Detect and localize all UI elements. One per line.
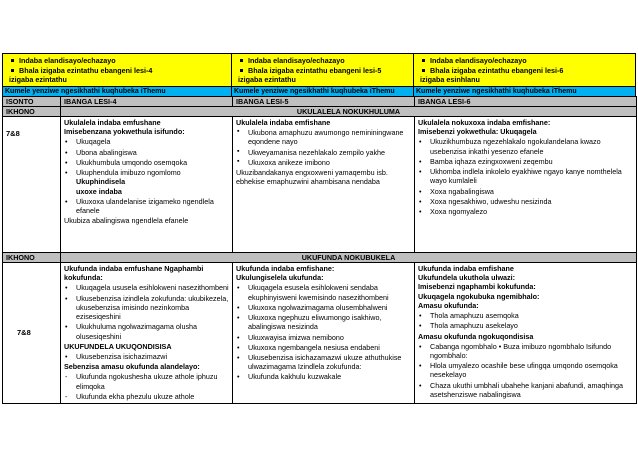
list-item: • Thola amaphuzu asemqoka [418,311,633,320]
week-label: 7&8 [6,129,20,138]
cell-title: Ukulalela nokuxoxa indaba emfishane: [418,118,551,127]
list-item: • Ukukhuluma ngolwazimagama olusha olusesiqeshini [64,322,229,340]
list-item: • Ukufunda kakhulu kuzwakale [236,372,411,381]
list-item: • Ukuphendula imibuzo ngomlomo Ukuphindisela uxoxe indaba [64,168,229,196]
bullet-square-icon [11,59,14,62]
reading-sub: izigaba ezintathu [9,75,67,85]
section-title: UKUFUNDA NOKUBUKELA [61,253,637,263]
list-item: • Xoxa ngomyalezo [418,207,633,216]
cell-grade4-listening [61,117,233,253]
topic-label: Indaba elandisayo/echazayo [248,56,345,65]
list-item: • Ukuqagela ususela esihlokweni nasezithombeni [64,283,229,292]
list-item: • Hlola umyalezo ocashile bese ufingqa umqondo osemqoka nesekelayo [418,361,633,379]
header-band [2,53,636,96]
list-item: • Xoxa ngesakhiwo, udweshu nesizinda [418,197,633,206]
cell-lead: Sebenzisa amasu okufunda alandelayo: [64,362,200,372]
list-item: ▪ Ukubona amaphuzu awumongo nemininingwane eqondene nayo [236,128,411,146]
cell-grade5-reading [233,263,415,404]
skills-strip: Kumele yenziwe ngesikhathi kuqhubeka iThemu [232,86,413,96]
section-label: IKHONO [3,253,61,263]
cell-lead: Imisebenzi yokwethula: Ukuqagela [418,127,537,137]
skills-strip: Kumele yenziwe ngesikhathi kuqhubeka iThemu [414,86,635,96]
cell-heading: UKUFUNDELA UKUQONDISISA [64,341,172,351]
list-item: • Ukuzikhumbuza ngezehlakalo ngokulandelana kwazo usebenzisa inkathi yesenzo efanele [418,137,633,155]
list-item: - Ukufunda ngokushesha ukuze athole iphuzu elimqoka [64,372,229,390]
section-row-listening [3,107,637,117]
reading-label: Bhala izigaba ezintathu ebangeni lesi-6 [430,65,564,75]
header-col-grade5 [232,53,414,96]
cell-lead: Imisebenzi ngaphambi kokufunda: [418,282,536,292]
bullet-square-icon [240,59,243,62]
content-row-reading [3,263,637,404]
list-item: ▪ Ukuxoxa anikeze imibono [236,158,411,167]
list-item: • Ukuxoxa ulandelanise izigameko ngendlela efanele [64,197,229,215]
list-item: • Ukhomba indlela inkolelo eyakhiwe ngayo kanye nomthelela wayo kumlaleli [418,167,633,185]
bullet-square-icon [240,69,243,72]
list-item: • Ukuqagela esusela esihlokweni sendaba ekuphinyisweni kwemisindo nasezithombeni [236,283,411,301]
topic-label: Indaba elandisayo/echazayo [430,56,527,65]
list-item: ▪ Ukweyamanisa nezehlakalo zempilo yakhe [236,148,411,157]
list-item: • Ukuxoxa ngolwazimagama olusembhalweni [236,303,411,312]
reading-sub: izigaba esinhlanu [420,75,480,85]
bullet-square-icon [11,69,14,72]
cell-lead: Ukulungiselela ukufunda: [236,273,324,283]
cell-footer: Ukubiza abalingiswa ngendlela efanele [64,216,189,226]
cell-grade4-reading [61,263,233,404]
content-row-listening [3,117,637,253]
cell-title: Ukufundela ukuthola ulwazi: [418,273,516,283]
cell-lead: Imisebenzana yokwethula isifundo: [64,127,185,137]
list-item: • Ukuxoxa ngembangela nesiusa endabeni [236,343,411,352]
list-item: • Chaza ukuthi umbhali ubahehe kanjani abafundi, amaqhinga asetshenziswe nabalingiswa [418,381,633,399]
list-item: • Ukuqagela [64,137,229,146]
week-label: 7&8 [17,328,31,338]
list-item: • Ukusebenzisa isichazimazwi [64,352,229,361]
list-item: • Ukusebenzisa isichazamazwi ukuze athuthukise ulwazimagama Izindlela zokufunda: [236,353,411,371]
reading-sub: izigaba ezintathu [238,75,296,85]
col-header-week: ISONTO [3,97,61,107]
section-title: UKULALELA NOKUKHULUMA [61,107,637,117]
bullet-square-icon [422,69,425,72]
curriculum-table [2,96,637,404]
list-item: • Ukuxoxa ngephuzu eliwumongo isakhiwo, abalingiswa nesizinda [236,313,411,331]
cell-title: Ukulalela indaba emfishane [236,118,331,127]
cell-grade6-listening [415,117,637,253]
list-item: • Ukuxwayisa imizwa nemibono [236,333,411,342]
column-header-row [3,97,637,107]
cell-lead: Ukuqagela ngokubuka ngemibhalo: [418,291,540,301]
bold-tail: Ukuphindisela [76,177,126,187]
list-item: • Thola amaphuzu asekelayo [418,321,633,330]
list-item: • Ukukhumbula umqondo osemqoka [64,158,229,167]
list-item: • Cabanga ngombhalo • Buza imibuzo ngombhalo Isifundo ngombhalo: [418,342,633,360]
section-label: IKHONO [3,107,61,117]
list-item: - Ukufunda ekha phezulu ukuze athole [64,392,229,401]
cell-title: Ukufunda indaba emfushane Ngaphambi kokufunda: [64,264,204,283]
list-item: • Ubona abalingiswa [64,148,229,157]
col-header-grade6: IBANGA LESI-6 [415,97,637,107]
cell-title: Ukulalela indaba emfushane [64,118,161,127]
header-col-grade6 [414,53,636,96]
header-col-grade4 [2,53,232,96]
col-header-grade4: IBANGA LESI-4 [61,97,233,107]
bullet-square-icon [422,59,425,62]
skills-strip: Kumele yenziwe ngesikhathi kuqhubeka iThemu [3,86,231,96]
list-item: • Ukusebenzisa izindlela zokufunda: ukubikezela, ukusebenzisa imisindo nezinkomba ezisesiqeshini [64,294,229,322]
reading-label: Bhala izigaba ezintathu ebangeni lesi-5 [248,65,382,75]
cell-title: Ukufunda indaba emfishane [418,264,514,273]
list-item: • Xoxa ngabalingiswa [418,187,633,196]
list-item: • Bamba iqhaza ezingxoxweni zeqembu [418,157,633,166]
reading-label: Bhala izigaba ezintathu ebangeni lesi-4 [19,65,153,75]
cell-title: Ukufunda indaba emfishane: [236,264,335,273]
col-header-grade5: IBANGA LESI-5 [233,97,415,107]
cell-lead: Amasu okufunda ngokuqondisisa [418,331,534,341]
topic-label: Indaba elandisayo/echazayo [19,56,116,65]
cell-grade5-listening [233,117,415,253]
cell-lead: Amasu okufunda: [418,300,479,310]
cell-grade6-reading [415,263,637,404]
cell-paragraph: Ukuzibandakanya engxoxweni yamaqembu isb. ebhekise emaphuzwini ahambisana nendaba [236,168,388,187]
section-row-reading [3,253,637,263]
